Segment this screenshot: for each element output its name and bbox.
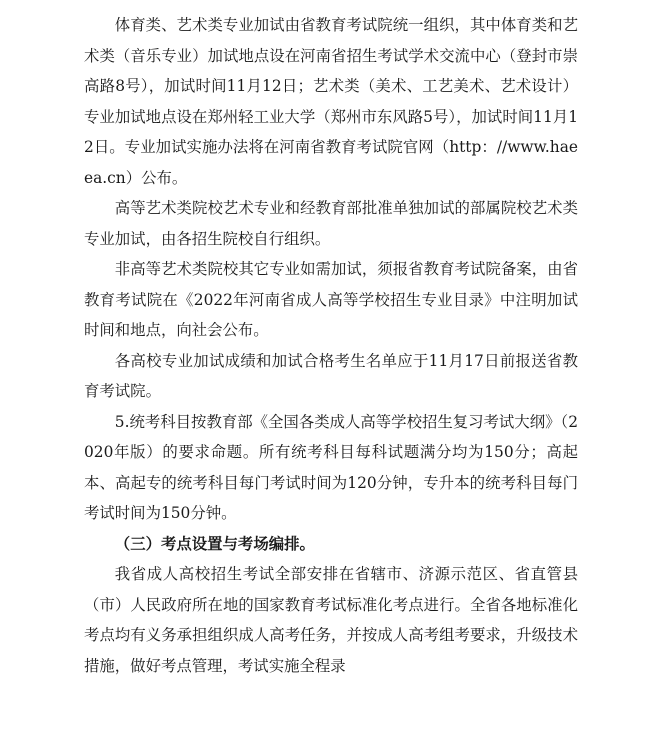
- paragraph-other-majors-exam: 非高等艺术类院校其它专业如需加试，须报省教育考试院备案，由省教育考试院在《2022年河南省成人高等学校招生专业目录》中注明加试时间和地点，向社会公布。: [84, 260, 578, 339]
- paragraph-unified-subjects: 5.统考科目按教育部《全国各类成人高等学校招生复习考试大纲》（2020年版）的要求命题。所有统考科目每科试题满分均为150分；高起本、高起专的统考科目每门考试时间为120分钟，专升本的统考科目每门考试时间为150分钟。: [84, 412, 578, 522]
- document-body: [84, 10, 578, 681]
- paragraph-results-deadline: 各高校专业加试成绩和加试合格考生名单应于11月17日前报送省教育考试院。: [84, 351, 578, 400]
- paragraph-exam-sites: 我省成人高校招生考试全部安排在省辖市、济源示范区、省直管县（市）人民政府所在地的国家教育考试标准化考点进行。全省各地标准化考点均有义务承担组织成人高考任务，并按成人高考组考要求，升级技术措施，做好考点管理，考试实施全程录: [84, 565, 578, 675]
- paragraph-art-colleges-exam: 高等艺术类院校艺术专业和经教育部批准单独加试的部属院校艺术类专业加试，由各招生院校自行组织。: [84, 199, 578, 248]
- paragraph-arts-sports-exam: 体育类、艺术类专业加试由省教育考试院统一组织，其中体育类和艺术类（音乐专业）加试地点设在河南省招生考试学术交流中心（登封市崇高路8号），加试时间11月12日；艺术类（美术、工艺美术、艺术设计）专业加试地点设在郑州轻工业大学（郑州市东风路5号），加试时间11月12日。专业加试实施办法将在河南省教育考试院官网（http：//www.haeea.cn）公布。: [84, 16, 578, 187]
- section-heading: （三）考点设置与考场编排。: [114, 534, 315, 553]
